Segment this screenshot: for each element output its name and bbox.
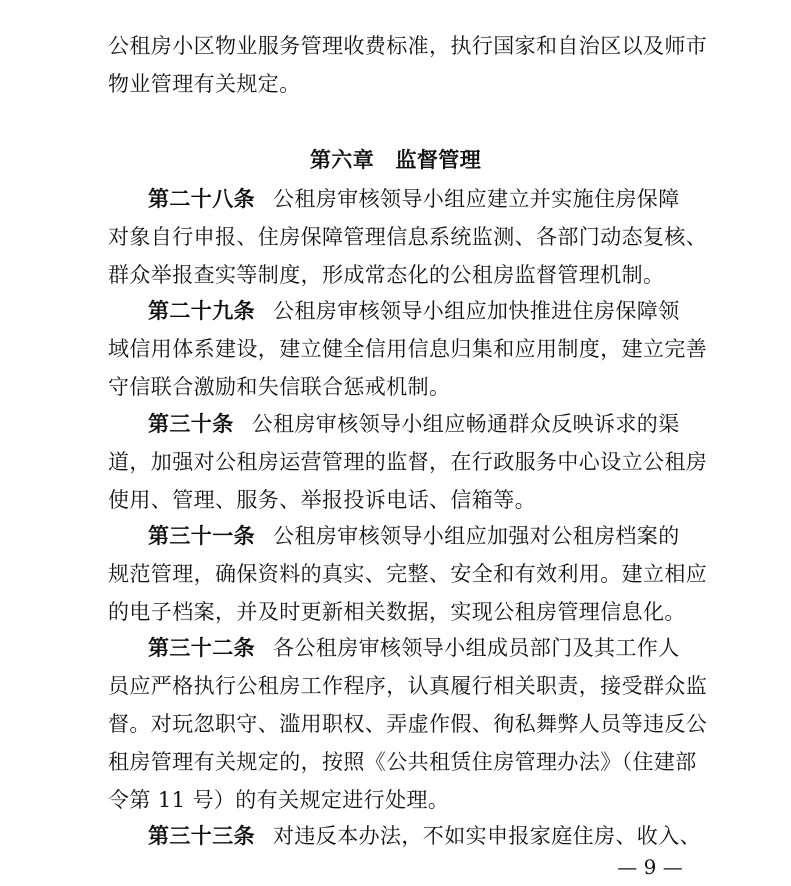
intro-line-2: 物业管理有关规定。 <box>108 72 301 96</box>
article-31-text-line-3: 的电子档案，并及时更新相关数据，实现公租房管理信息化。 <box>108 600 686 624</box>
article-31-text-line-2: 规范管理，确保资料的真实、完整、安全和有效利用。建立相应 <box>108 562 708 586</box>
article-32-text-line-3: 督。对玩忽职守、滥用职权、弄虚作假、徇私舞弊人员等违反公 <box>108 712 708 736</box>
article-28-text-line-3: 群众举报查实等制度，形成常态化的公租房监督管理机制。 <box>108 263 665 287</box>
article-31-first-line <box>148 517 698 555</box>
article-30-text-line-1: 公租房审核领导小组应畅通群众反映诉求的渠 <box>251 412 680 436</box>
intro-line-1: 公租房小区物业服务管理收费标准，执行国家和自治区以及师市 <box>108 34 708 58</box>
article-29-first-line <box>148 292 698 330</box>
article-33-text-line-1: 对违反本办法，不如实申报家庭住房、收入、 <box>273 824 701 848</box>
article-28-heading: 第二十八条 <box>148 187 255 211</box>
page-number: — 9 — <box>617 855 683 879</box>
article-28-text-line-1: 公租房审核领导小组应建立并实施住房保障 <box>273 187 680 211</box>
article-30-heading: 第三十条 <box>148 412 234 436</box>
article-30-text-line-3: 使用、管理、服务、举报投诉电话、信箱等。 <box>108 488 536 512</box>
article-31-heading: 第三十一条 <box>148 524 255 548</box>
article-28-text-line-2: 对象自行申报、住房保障管理信息系统监测、各部门动态复核、 <box>108 225 708 249</box>
article-29-text-line-2: 域信用体系建设，建立健全信用信息归集和应用制度，建立完善 <box>108 337 708 361</box>
article-29-text-line-3: 守信联合激励和失信联合惩戒机制。 <box>108 375 451 399</box>
article-30-first-line <box>148 405 698 443</box>
chapter-title: 第六章 监督管理 <box>309 148 482 172</box>
article-30-text-line-2: 道，加强对公租房运营管理的监督，在行政服务中心设立公租房 <box>108 450 708 474</box>
article-28-first-line <box>148 180 698 218</box>
article-33-first-line <box>148 817 701 855</box>
article-32-text-line-5: 令第 11 号）的有关规定进行处理。 <box>108 788 450 812</box>
article-32-first-line <box>148 629 698 667</box>
article-31-text-line-1: 公租房审核领导小组应加强对公租房档案的 <box>273 524 680 548</box>
article-33-heading: 第三十三条 <box>148 824 255 848</box>
article-32-text-line-2: 员应严格执行公租房工作程序，认真履行相关职责，接受群众监 <box>108 674 708 698</box>
article-32-heading: 第三十二条 <box>148 636 255 660</box>
article-32-text-line-1: 各公租房审核领导小组成员部门及其工作人 <box>273 636 680 660</box>
article-29-heading: 第二十九条 <box>148 299 255 323</box>
article-29-text-line-1: 公租房审核领导小组应加快推进住房保障领 <box>273 299 680 323</box>
article-32-text-line-4: 租房管理有关规定的，按照《公共租赁住房管理办法》（住建部 <box>108 750 697 774</box>
